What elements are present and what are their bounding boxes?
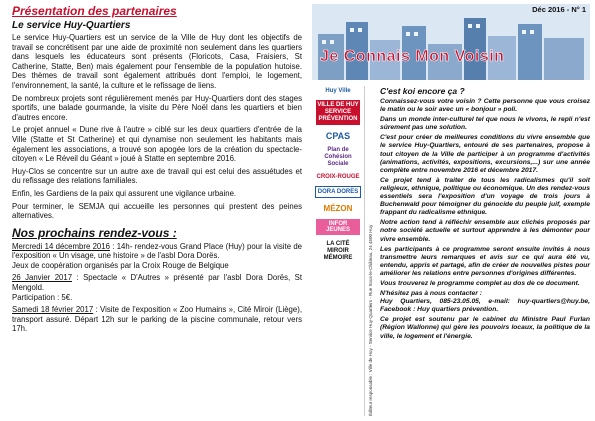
partners-subtitle: Le service Huy-Quartiers [12,20,131,31]
city-skyline-illustration [312,4,590,80]
intro-paragraph: Les participants à ce programme seront ensuite invités à nous transmettre leurs remarques et avis sur ce qui aura été vu, entendu, appris et partagé, afin de créer de nouvelles pistes pour améliorer les relations entre personnes d'origines différentes. [380,245,590,277]
event-text: : 14h- rendez-vous Grand Place (Huy) pour la visite de l'exposition « Un visage, une histoire » de l'asbl Dora Dorës. [12,241,303,261]
event-text: : Spectacle « D'Autres » présenté par l'asbl Dora Dorës, St Mengold. [12,273,303,293]
editor-credit-text: Éditeur responsable : Ville de Huy - Service Huy-Quartiers - Rue Sous-le-Château, 24 4500 Huy [368,224,373,416]
event-date: 26 Janvier 2017 [12,273,73,283]
intro-paragraph: C'est pour créer de meilleures conditions du vivre ensemble que le service Huy-Quartiers, entouré de ses partenaires, propose à tout citoyen de la Ville de participer à un programme d'activités (animations, activités, expositions, excursions,...) sur une année complète entre novembre 2016 et décembre 2017. [380,134,590,174]
event-item [12,305,302,334]
issue-number: Déc 2016 - N° 1 [532,5,586,14]
logo-cohesion-sociale: Plan de Cohésion Sociale [324,147,352,167]
contact-heading: N'hésitez pas à nous contacter : [380,290,482,298]
header-banner [312,4,590,80]
logo-cpas: CPAS [325,131,351,141]
logo-huy: Huy Ville [325,88,351,94]
paragraph: Huy-Clos se concentre sur un autre axe de travail qui est celui des assuétudes et du refissage des relations familiales. [12,166,302,186]
event-date: Mercredi 14 décembre 2016 [12,241,110,251]
paragraph: Pour terminer, le SEMJA qui accueille les personnes qui prestent des peines alternatives. [12,201,302,221]
support-note: Ce projet est soutenu par le cabinet du Ministre Paul Furlan (Région Wallonne) qui gère les pouvoirs locaux, la politique de la ville, le logement et l'énergie. [380,316,590,340]
paragraph: Enfin, les Gardiens de la paix qui assurent une vigilance urbaine. [12,188,237,198]
left-column [12,4,302,337]
partner-logos [312,86,365,416]
event-item [12,242,302,271]
right-column [312,4,590,417]
intro-paragraph: Vous trouverez le programme complet au dos de ce document. [380,279,580,287]
event-date: Samedi 18 février 2017 [12,305,94,315]
logo-dora-dores: DORA DORËS [315,186,361,198]
intro-question: C'est koi encore ça ? [380,86,465,96]
paragraph: Le service Huy-Quartiers est un service de la Ville de Huy dont les objectifs de travail se concrétisent par une aide de proximité non seulement dans les quartiers dans lesquels les éducateurs sont présents (Floricots, Casa, Fraisiers, St Catherine, Statte, Ben) mais également pour l'ensemble de la population hutoise. Des thèmes de travail sont également attribués dont l'emploi, le logement, l'environnement, la santé, la culture et le refissage de liens. [12,33,302,90]
logo-croix-rouge: CROIX-ROUGE [316,174,360,180]
paragraph: De nombreux projets sont régulièrement menés par Huy-Quartiers dont des stages sportifs, une balade gourmande, la visite du Père Noël dans les quartiers et bien d'autres encore. [12,93,302,122]
editor-credit [368,96,376,416]
event-extra: Participation : 5€. [12,292,73,302]
logo-cite-miroir: LA CITÉ MIROIR MÉMOIRE [323,241,353,261]
intro-paragraph: Connaissez-vous votre voisin ? Cette personne que vous croisez le matin ou le soir avec un « bonjour » poli. [380,98,590,114]
logo-mezon: MÉZON [323,204,353,213]
contact-details: Huy Quartiers, 085-23.05.05, e-mail: huy-quartiers@huy.be, Facebook : Huy quartiers prévention. [380,298,590,314]
banner-title: Je Connais Mon Voisin [320,48,505,65]
event-extra: Jeux de coopération organisés par la Croix Rouge de Belgique [12,260,229,270]
event-item [12,273,302,302]
intro-paragraph: Dans un monde inter-culturel tel que nous le vivons, le repli n'est sûrement pas une solution. [380,116,590,132]
logo-infor-jeunes: INFOR JEUNES [316,219,360,235]
intro-content [380,86,590,343]
event-text: : Visite de l'exposition « Zoo Humains », Cité Miroir (Liège), transport assuré. Départ 12h sur le parking de la piscine communale, retour vers 17h. [12,305,302,334]
next-events-title: Nos prochains rendez-vous : [12,225,177,240]
partners-title: Présentation des partenaires [12,4,177,18]
intro-paragraph: Ce projet tend à traiter de tous les radicalismes qu'il soit religieux, ethnique, politique ou économique. Un des rendez-vous essentiels sera l'exposition d'un voyage de trois jours à Buchenwald pour témoigner du génocide du peuple juif, exemple frappant du radicalisme ethnique. [380,176,590,217]
intro-paragraph: Notre action tend à réfléchir ensemble aux clichés proposés par notre société actuelle et surtout apprendre à les démonter pour vivre ensemble. [380,219,590,243]
logo-service-prevention: VILLE DE HUY SERVICE PRÉVENTION [316,100,360,125]
paragraph: Le projet annuel « Dune rive à l'autre » ciblé sur les deux quartiers d'entrée de la Ville (Statte et St Catherine) et qui dynamise non seulement les habitants mais également les associations, a trouvé son apogée lors de la création du spectacle-citoyen « Le Réveil du Géant » joué à Statte en septembre 2016. [12,125,302,164]
